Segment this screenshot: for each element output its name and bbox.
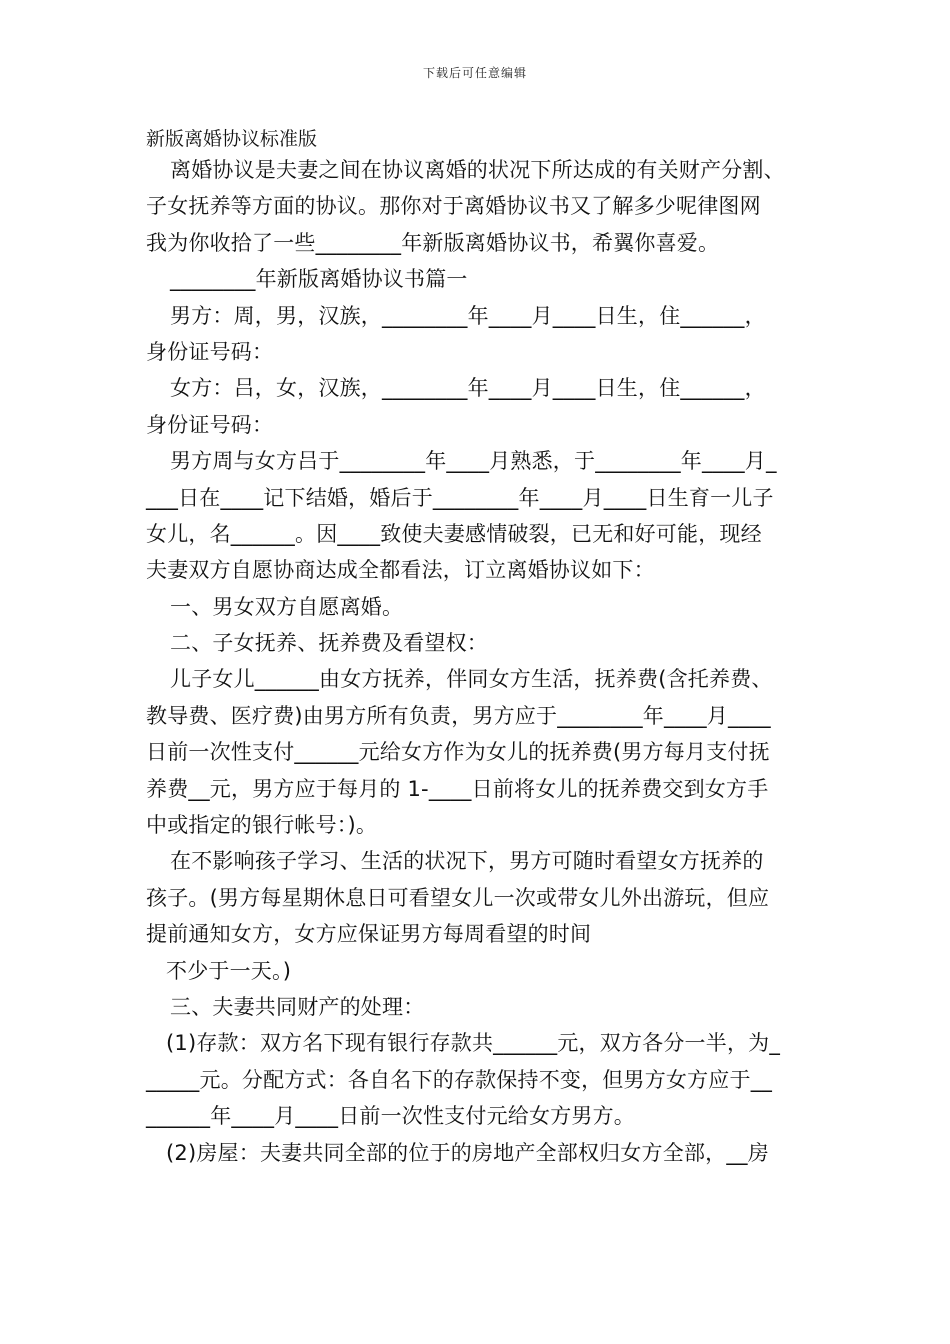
document-line: 身份证号码： — [146, 412, 274, 437]
document-line: 儿子女儿______由女方抚养，伴同女方生活，抚养费(含托养费、 — [170, 667, 773, 692]
document-line: 在不影响孩子学习、生活的状况下，男方可随时看望女方抚养的 — [170, 849, 764, 874]
document-line: ______年____月____日前一次性支付元给女方男方。 — [146, 1104, 635, 1129]
document-line: 一、男女双方自愿离婚。 — [170, 594, 404, 619]
document-line: 提前通知女方，女方应保证男方每周看望的时间 — [146, 922, 592, 947]
document-line: 男方：周，男，汉族，________年____月____日生，住______， — [170, 303, 766, 328]
document-body — [146, 152, 826, 1171]
document-line: 我为你收拾了一些________年新版离婚协议书，希翼你喜爱。 — [146, 230, 720, 255]
document-line: 女方：吕，女，汉族，________年____月____日生，住______， — [170, 376, 766, 401]
document-line: 教导费、医疗费)由男方所有负责，男方应于________年____月____ — [146, 703, 771, 728]
document-line: ___日在____记下结婚，婚后于________年____月____日生育一儿子 — [146, 485, 774, 510]
document-title: 新版离婚协议标准版 — [146, 128, 318, 150]
document-line: 男方周与女方吕于________年____月熟悉，于________年____月_ — [170, 449, 777, 474]
document-line: ________年新版离婚协议书篇一 — [170, 267, 468, 292]
document-line: 养费__元，男方应于每月的 1-____日前将女儿的抚养费交到女方手 — [146, 776, 769, 801]
document-line: 三、夫妻共同财产的处理： — [170, 994, 425, 1019]
document-line: 子女抚养等方面的协议。那你对于离婚协议书又了解多少呢律图网 — [146, 194, 761, 219]
document-line: 女儿，名______。因____致使夫妻感情破裂，已无和好可能，现经 — [146, 521, 762, 546]
document-line: _____元。分配方式：各自名下的存款保持不变，但男方女方应于__ — [146, 1067, 773, 1092]
document-line: (1)存款：双方名下现有银行存款共______元，双方各分一半，为_ — [166, 1031, 781, 1056]
document-line: 二、子女抚养、抚养费及看望权： — [170, 631, 488, 656]
document-line: 日前一次性支付______元给女方作为女儿的抚养费(男方每月支付抚 — [146, 740, 770, 765]
document-line: (2)房屋：夫妻共同全部的位于的房地产全部权归女方全部，__房 — [166, 1140, 769, 1165]
document-line: 身份证号码： — [146, 339, 274, 364]
document-line: 离婚协议是夫妻之间在协议离婚的状况下所达成的有关财产分割、 — [170, 158, 785, 182]
page-header: 下载后可任意编辑 — [422, 66, 527, 80]
document-line: 不少于一天。) — [166, 958, 292, 983]
document-line: 中或指定的银行帐号：)。 — [146, 813, 378, 838]
document-line: 夫妻双方自愿协商达成全都看法，订立离婚协议如下： — [146, 558, 655, 583]
document-line: 孩子。(男方每星期休息日可看望女儿一次或带女儿外出游玩，但应 — [146, 885, 770, 910]
